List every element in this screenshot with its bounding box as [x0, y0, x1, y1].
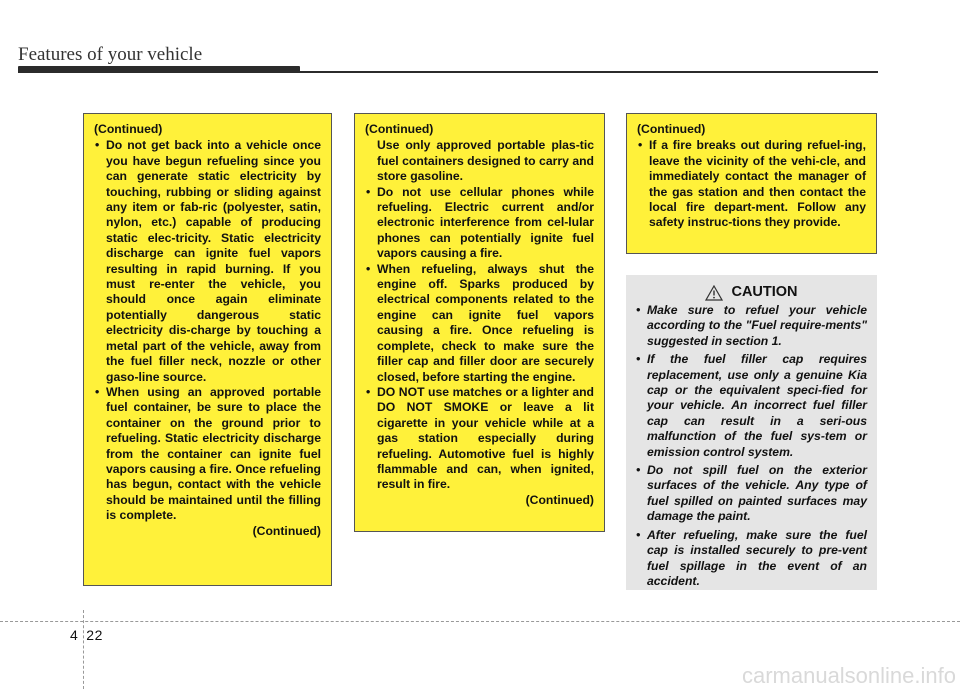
caution-title: CAUTION — [731, 284, 798, 301]
caution-box — [626, 275, 877, 590]
list-item: • After refueling, make sure the fuel cap is installed securely to pre-vent fuel spillage in the event of an accident. — [636, 528, 867, 590]
list-item: Use only approved portable plas-tic fuel containers designed to carry and store gasoline. — [377, 138, 594, 184]
warning-triangle-icon — [705, 285, 723, 301]
list-item: • Make sure to refuel your vehicle according to the "Fuel require-ments" suggested in section 1. — [636, 303, 867, 349]
caution-heading — [636, 285, 867, 301]
list-item: • Do not use cellular phones while refueling. Electric current and/or electronic interference from cel-lular phones can potentially ignite fuel vapors causing a fire. — [366, 185, 594, 262]
continued-label: (Continued) — [637, 122, 706, 136]
continued-label: (Continued) — [94, 122, 163, 136]
continued-label: (Continued) — [525, 492, 594, 507]
list-item: • When refueling, always shut the engine off. Sparks produced by electrical components related to the engine can ignite fuel vapors causing a fire. Once refueling is complete, check to make sure the filler cap and filler door are securely closed, before starting the engine. — [366, 262, 594, 385]
page-header-title: Features of your vehicle — [18, 44, 203, 65]
header-rule — [18, 71, 878, 73]
list-item: • Do not get back into a vehicle once you have begun refueling since you can generate static electricity by touching, rubbing or sliding against any item or fab-ric (polyester, satin, nylon, etc.) capable of producing static elec-tricity. Static electricity discharge can ignite fuel vapors resulting in rapid burning. If you must re-enter the vehicle, you should once again eliminate potentially dangerous static electricity dis-charge by touching a metal part of the vehicle, away from the fuel filler neck, nozzle or other gaso-line source. — [95, 138, 321, 385]
warning-box-1 — [83, 113, 332, 586]
list-item: • DO NOT use matches or a lighter and DO NOT SMOKE or leave a lit cigarette in your vehicle while at a gas station especially during refueling. Automotive fuel is highly flammable and can, when ignited, result in fire. — [366, 385, 594, 493]
footer-rule — [0, 621, 960, 622]
list-item: • When using an approved portable fuel container, be sure to place the container on the ground prior to refueling. Static electricity discharge from the container can ignite fuel vapors causing a fire. Once refueling has begun, contact with the vehicle should be maintained until the filling is complete. — [95, 385, 321, 524]
continued-label: (Continued) — [365, 122, 434, 136]
page-index: 22 — [86, 627, 103, 643]
watermark: carmanualsonline.info — [741, 663, 956, 688]
list-item: • Do not spill fuel on the exterior surfaces of the vehicle. Any type of fuel spilled on painted surfaces may damage the paint. — [636, 463, 867, 525]
list-item: • If the fuel filler cap requires replacement, use only a genuine Kia cap or the equivalent speci-fied for your vehicle. An incorrect fuel filler cap can result in a seri-ous malfunction of the fuel sys-tem or emission control system. — [636, 352, 867, 460]
list-item: • If a fire breaks out during refuel-ing, leave the vicinity of the vehi-cle, and immediately contact the manager of the gas station and then contact the local fire depart-ment. Follow any safety instruc-tions they provide. — [638, 138, 866, 230]
warning-box-2 — [354, 113, 605, 532]
warning-box-3 — [626, 113, 877, 254]
section-number: 4 — [70, 627, 79, 643]
continued-label: (Continued) — [252, 523, 321, 538]
page-number — [70, 627, 103, 643]
